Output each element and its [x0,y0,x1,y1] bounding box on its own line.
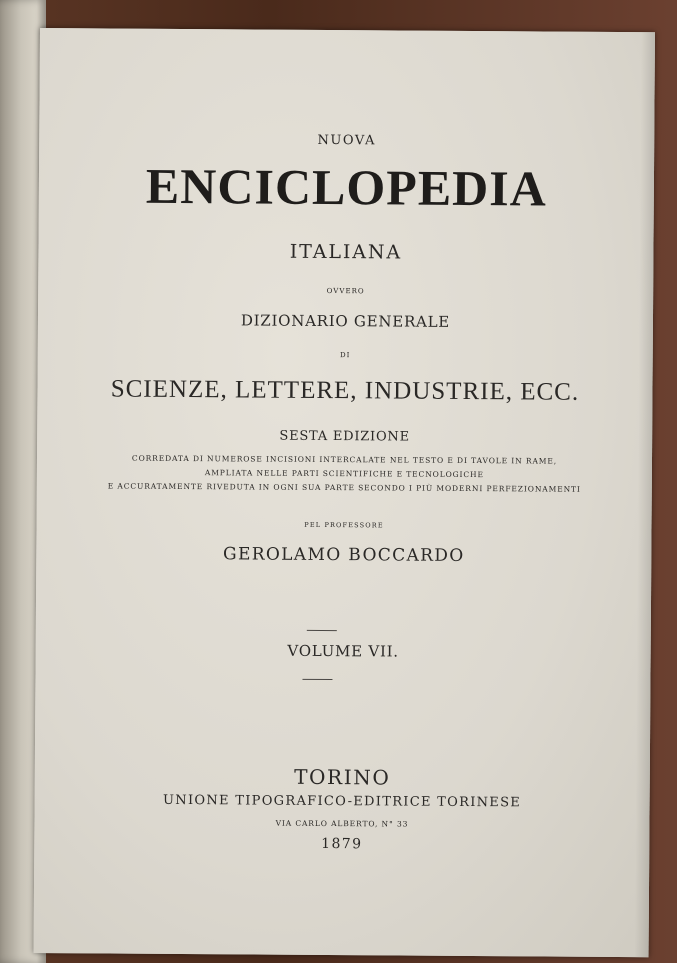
author-name: GEROLAMO BOCCARDO [222,544,465,566]
title-prefix: NUOVA [317,132,377,149]
publisher-address: VIA CARLO ALBERTO, N° 33 [275,818,409,829]
publication-city: TORINO [294,764,391,790]
title-page [34,28,655,957]
connector-di: DI [339,351,351,360]
edition-label: SESTA EDIZIONE [279,428,410,445]
volume-rule-bottom [302,679,332,680]
alt-title: DIZIONARIO GENERALE [240,311,451,331]
volume-label: VOLUME VII. [287,641,399,661]
description-line-1: CORREDATA DI NUMEROSE INCISIONI INTERCALATE NEL TESTO E DI TAVOLE IN RAME, [131,453,558,466]
publication-year: 1879 [321,835,363,853]
publisher-name: UNIONE TIPOGRAFICO-EDITRICE TORINESE [163,792,522,811]
book-subtitle: ITALIANA [289,240,403,264]
subject-line: SCIENZE, LETTERE, INDUSTRIE, ECC. [110,375,580,406]
book-title: ENCICLOPEDIA [145,157,548,217]
description-line-2: AMPLIATA NELLE PARTI SCIENTIFICHE E TECNOLOGICHE [204,468,484,480]
author-prefix: PEL PROFESSORE [304,520,384,530]
connector-ovvero: OVVERO [326,287,365,296]
volume-rule-top [307,630,337,631]
description-line-3: E ACCURATAMENTE RIVEDUTA IN OGNI SUA PARTE SECONDO I PIÙ MODERNI PERFEZIONAMENTI [107,481,581,494]
